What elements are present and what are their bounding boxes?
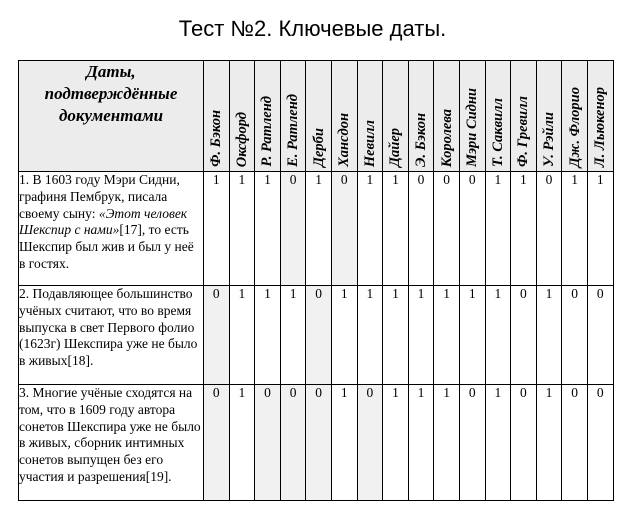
score-cell: 1 [434,286,460,385]
person-name: Л. Льюкенор [592,86,609,167]
person-column-header [280,61,306,172]
person-name: Т. Саквилл [489,98,506,167]
score-cell: 0 [536,172,562,286]
person-name: Э. Бэкон [413,112,430,167]
score-cell: 0 [306,286,332,385]
person-name: Дерби [310,128,327,167]
page-title: Тест №2. Ключевые даты. [178,16,447,41]
person-column-header [255,61,281,172]
person-name: Дж. Флорио [566,86,583,167]
person-column-header [408,61,434,172]
table-row [19,286,614,385]
person-column-header [434,61,460,172]
score-cell: 0 [511,286,537,385]
person-column-header [306,61,332,172]
score-cell: 1 [204,172,230,286]
person-column-header [229,61,255,172]
person-name: Дайер [387,128,404,167]
person-column-header [459,61,485,172]
table-row [19,172,614,286]
score-cell: 0 [280,172,306,286]
header-row [19,61,614,172]
person-column-header [511,61,537,172]
score-cell: 0 [280,385,306,501]
statement-text: 1. В 1603 году Мэри Сидни, графиня Пембрук, писала своему сыну: [19,172,180,221]
person-column-header [562,61,588,172]
person-name: У. Рэйли [541,112,558,167]
score-cell: 1 [357,286,383,385]
score-cell: 1 [383,172,409,286]
score-cell: 1 [306,172,332,286]
statement-text: 2. Подавляющее большинство учёных считают, что во время выпуска в свет Первого фолио (1623г) Шекспира уже не было в живых[18]. [19,286,198,369]
score-cell: 1 [536,385,562,501]
person-name: Королева [438,108,455,167]
statement-text-after: [17], то есть Шекспир был жив и был у неё в гостях. [19,222,194,271]
person-name: Ф. Гревилл [515,95,532,167]
person-column-header [587,61,613,172]
statement-quote: «Этот человек Шекспир с нами» [19,205,188,238]
score-cell: 0 [434,172,460,286]
score-cell: 0 [408,172,434,286]
person-name: Мэри Сидни [464,88,481,167]
person-name: Оксфорд [233,111,250,167]
score-cell: 1 [255,172,281,286]
score-cell: 0 [587,385,613,501]
score-cell: 1 [459,286,485,385]
score-cell: 0 [459,172,485,286]
score-cell: 1 [331,286,357,385]
score-cell: 1 [408,385,434,501]
score-cell: 0 [331,172,357,286]
score-cell: 1 [280,286,306,385]
date-statement [19,286,204,385]
person-name: Е. Ратленд [285,94,302,167]
score-cell: 1 [485,172,511,286]
score-cell: 1 [485,385,511,501]
score-cell: 0 [587,286,613,385]
statement-text: 3. Многие учёные сходятся на том, что в 1609 году автора сонетов Шекспира уже не было в живых, сборник интимных сонетов выпущен без его участия и разрешения[19]. [19,385,201,484]
key-dates-table [18,60,614,501]
score-cell: 1 [383,286,409,385]
person-column-header [331,61,357,172]
date-statement [19,172,204,286]
person-column-header [383,61,409,172]
score-cell: 0 [204,385,230,501]
person-column-header [357,61,383,172]
person-column-header [485,61,511,172]
person-name: Р. Ратленд [259,96,276,167]
score-cell: 0 [306,385,332,501]
score-cell: 1 [562,172,588,286]
score-cell: 1 [229,172,255,286]
corner-header-line: документами [58,106,164,125]
corner-header-line: Даты, [86,62,136,81]
score-cell: 1 [536,286,562,385]
score-cell: 0 [357,385,383,501]
score-cell: 1 [408,286,434,385]
score-cell: 0 [562,385,588,501]
person-name: Хансдон [336,113,353,167]
score-cell: 0 [511,385,537,501]
dates-column-header [19,61,204,172]
score-cell: 0 [459,385,485,501]
score-cell: 1 [331,385,357,501]
person-name: Невилл [361,119,378,167]
person-column-header [536,61,562,172]
score-cell: 1 [434,385,460,501]
score-cell: 0 [204,286,230,385]
table-row [19,385,614,501]
score-cell: 0 [562,286,588,385]
score-cell: 1 [587,172,613,286]
score-cell: 1 [357,172,383,286]
score-cell: 1 [511,172,537,286]
score-cell: 1 [255,286,281,385]
score-cell: 1 [229,385,255,501]
corner-header-line: подтверждённые [44,84,178,103]
person-name: Ф. Бэкон [208,110,225,167]
score-cell: 1 [229,286,255,385]
score-cell: 1 [485,286,511,385]
person-column-header [204,61,230,172]
date-statement [19,385,204,501]
score-cell: 1 [383,385,409,501]
score-cell: 0 [255,385,281,501]
